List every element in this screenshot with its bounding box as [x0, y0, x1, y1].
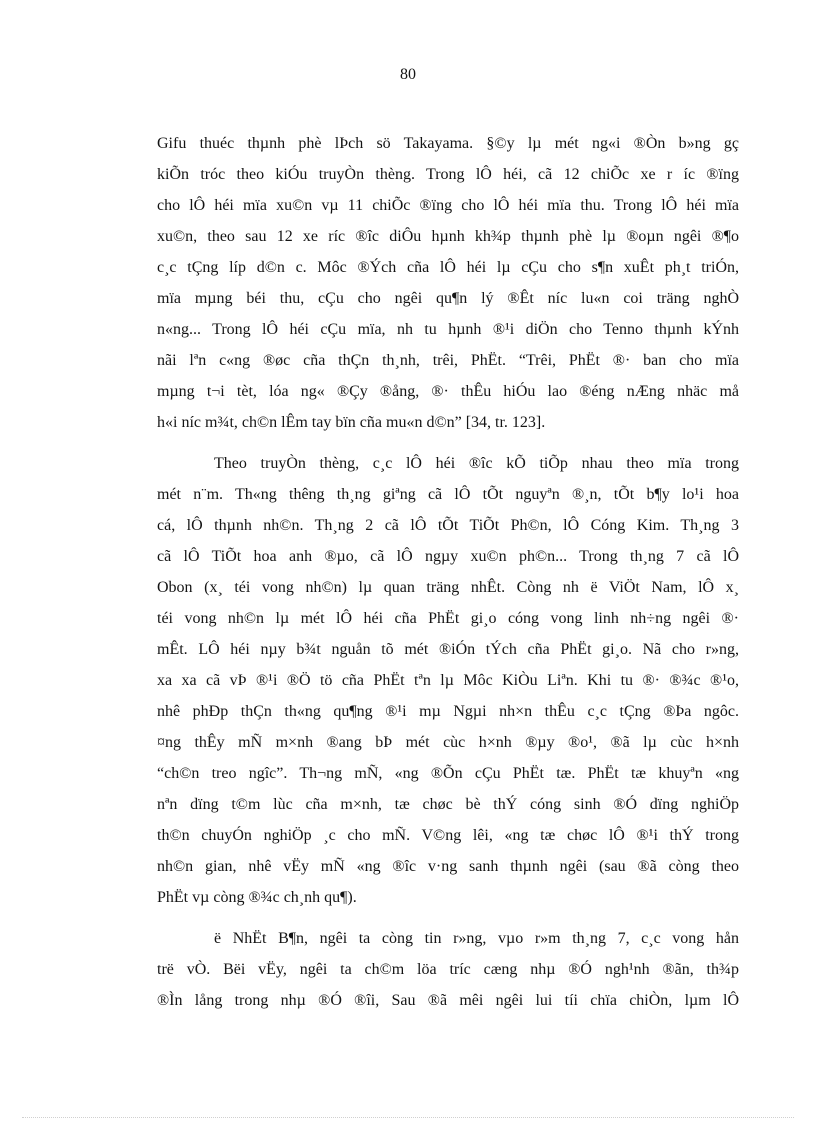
page-bottom-divider — [22, 1117, 794, 1118]
text-line: th©n chuyÓn nghiÖp ¸c cho mÑ. V©ng lêi, «ng tæ chøc lÔ ®¹i thÝ trong — [157, 827, 739, 844]
text-line: ®Ìn lång trong nhµ ®Ó ®îi, Sau ®ã mêi ngêi lui tíi chïa chiÒn, lµm lÔ — [157, 992, 739, 1009]
text-line: nhê phÐp thÇn th«ng qu¶ng ®¹i mµ Ngµi nh×n thÊu c¸c tÇng ®Þa ngôc. — [157, 703, 739, 720]
text-line: cã lÔ TiÕt hoa anh ®µo, cã lÔ ngµy xu©n ph©n... Trong th¸ng 7 cã lÔ — [157, 548, 739, 565]
document-body — [157, 128, 739, 1016]
text-line: cá, lÔ thµnh nh©n. Th¸ng 2 cã lÔ tÕt TiÕt Ph©n, lÔ Cóng Kim. Th¸ng 3 — [157, 517, 739, 534]
text-line: “ch©n treo ngîc”. Th¬ng mÑ, «ng ®Õn cÇu PhËt tæ. PhËt tæ khuyªn «ng — [157, 765, 739, 782]
paragraph-3 — [157, 923, 739, 1016]
text-line: mµng t¬i tèt, lóa ng« ®Çy ®ång, ®· thÊu hiÓu lao ®éng nÆng nhäc må — [157, 383, 739, 400]
text-line: h«i níc m¾t, ch©n lÊm tay bïn cña mu«n d©n” [34, tr. 123]. — [157, 414, 546, 431]
text-line: xu©n, theo sau 12 xe ríc ®îc diÔu hµnh kh¾p thµnh phè lµ ®oµn ngêi ®¶o — [157, 228, 739, 245]
text-line: kiÕn tróc theo kiÓu truyÒn thèng. Trong lÔ héi, cã 12 chiÕc xe r íc ®ïng — [157, 166, 739, 183]
page-number: 80 — [400, 66, 416, 83]
text-line: trë vÒ. Bëi vËy, ngêi ta ch©m löa tríc cæng nhµ ®Ó ngh¹nh ®ãn, th¾p — [157, 961, 739, 978]
text-line: xa xa cã vÞ ®¹i ®Ö tö cña PhËt tªn lµ Môc KiÒu Liªn. Khi tu ®· ®¾c ®¹o, — [157, 672, 739, 689]
text-line: mét n¨m. Th«ng thêng th¸ng giªng cã lÔ tÕt nguyªn ®¸n, tÕt b¶y lo¹i hoa — [157, 486, 739, 503]
text-line: téi vong nh©n lµ mét lÔ héi cña PhËt gi¸o cóng vong linh nh÷ng ngêi ®· — [157, 610, 739, 627]
text-line: ë NhËt B¶n, ngêi ta còng tin r»ng, vµo r»m th¸ng 7, c¸c vong hån — [214, 930, 739, 947]
text-line: cho lÔ héi mïa xu©n vµ 11 chiÕc ®ïng cho lÔ héi mïa thu. Trong lÔ héi mïa — [157, 197, 739, 214]
text-line: mÊt. LÔ héi nµy b¾t nguån tõ mét ®iÓn tÝch cña PhËt gi¸o. Nã cho r»ng, — [157, 641, 739, 658]
text-line: nªn dïng t©m lùc cña m×nh, tæ chøc bè thÝ cóng sinh ®Ó dïng nghiÖp — [157, 796, 739, 813]
text-line: Theo truyÒn thèng, c¸c lÔ héi ®îc kÕ tiÕp nhau theo mïa trong — [214, 455, 739, 472]
text-line: PhËt vµ còng ®¾c ch¸nh qu¶). — [157, 889, 357, 906]
text-line: ¤ng thÊy mÑ m×nh ®ang bÞ mét cùc h×nh ®µy ®o¹, ®ã lµ cùc h×nh — [157, 734, 739, 751]
text-line: nãi lªn c«ng ®øc cña thÇn th¸nh, trêi, PhËt. “Trêi, PhËt ®· ban cho mïa — [157, 352, 739, 369]
paragraph-2 — [157, 448, 739, 913]
text-line: Obon (x¸ téi vong nh©n) lµ quan träng nhÊt. Còng nh ë ViÖt Nam, lÔ x¸ — [157, 579, 739, 596]
text-line: c¸c tÇng líp d©n c. Môc ®Ých cña lÔ héi lµ cÇu cho s¶n xuÊt ph¸t triÓn, — [157, 259, 739, 276]
text-line: n«ng... Trong lÔ héi cÇu mïa, nh tu hµnh ®¹i diÖn cho Tenno thµnh kÝnh — [157, 321, 739, 338]
paragraph-1 — [157, 128, 739, 438]
text-line: mïa mµng béi thu, cÇu cho ngêi qu¶n lý ®Êt níc lu«n coi träng nghÒ — [157, 290, 739, 307]
text-line: Gifu thuéc thµnh phè lÞch sö Takayama. §©y lµ mét ng«i ®Òn b»ng gç — [157, 135, 739, 152]
text-line: nh©n gian, nhê vËy mÑ «ng ®îc v·ng sanh thµnh ngêi (sau ®ã còng theo — [157, 858, 739, 875]
